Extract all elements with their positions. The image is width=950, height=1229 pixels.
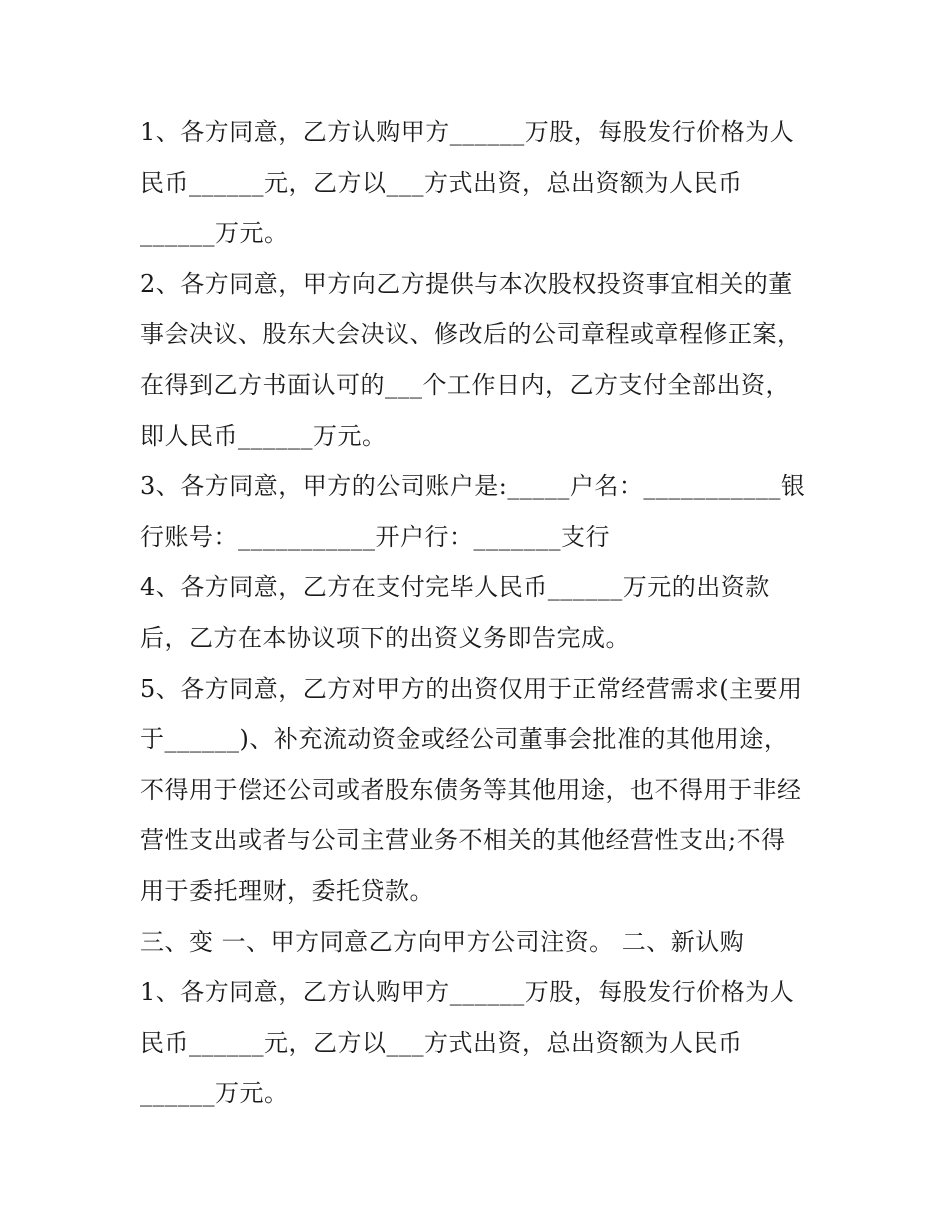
text-line: 民币______元，乙方以___方式出资，总出资额为人民币 — [140, 168, 743, 197]
text-line: 2、各方同意，甲方向乙方提供与本次股权投资事宜相关的董 — [140, 269, 793, 298]
text-line: 在得到乙方书面认可的___个工作日内，乙方支付全部出资， — [140, 370, 790, 399]
text-line: 1、各方同意，乙方认购甲方______万股，每股发行价格为人 — [140, 978, 795, 1007]
text-line: 即人民币______万元。 — [140, 421, 387, 450]
text-line: ______万元。 — [140, 1079, 289, 1108]
text-line: 3、各方同意，甲方的公司账户是:_____户名：___________银 — [140, 472, 806, 501]
text-line: 后，乙方在本协议项下的出资义务即告完成。 — [140, 623, 630, 652]
text-line: 民币______元，乙方以___方式出资，总出资额为人民币 — [140, 1028, 743, 1057]
text-line: 1、各方同意，乙方认购甲方______万股，每股发行价格为人 — [140, 118, 795, 146]
text-line: 5、各方同意，乙方对甲方的出资仅用于正常经营需求(主要用 — [140, 674, 803, 703]
text-line: 不得用于偿还公司或者股东债务等其他用途，也不得用于非经 — [140, 775, 802, 804]
text-line: 事会决议、股东大会决议、修改后的公司章程或章程修正案， — [140, 320, 802, 349]
text-line: 三、变 一、甲方同意乙方向甲方公司注资。 二、新认购 — [140, 927, 745, 956]
text-line: 营性支出或者与公司主营业务不相关的其他经营性支出;不得 — [140, 826, 786, 855]
text-line: 行账号：___________开户行：_______支行 — [140, 522, 610, 551]
text-line: ______万元。 — [140, 219, 289, 248]
text-line: 于______)、补充流动资金或经公司董事会批准的其他用途， — [140, 725, 789, 754]
text-line: 用于委托理财，委托贷款。 — [140, 876, 434, 905]
document-body — [140, 107, 820, 1119]
text-line: 4、各方同意，乙方在支付完毕人民币______万元的出资款 — [140, 573, 770, 602]
